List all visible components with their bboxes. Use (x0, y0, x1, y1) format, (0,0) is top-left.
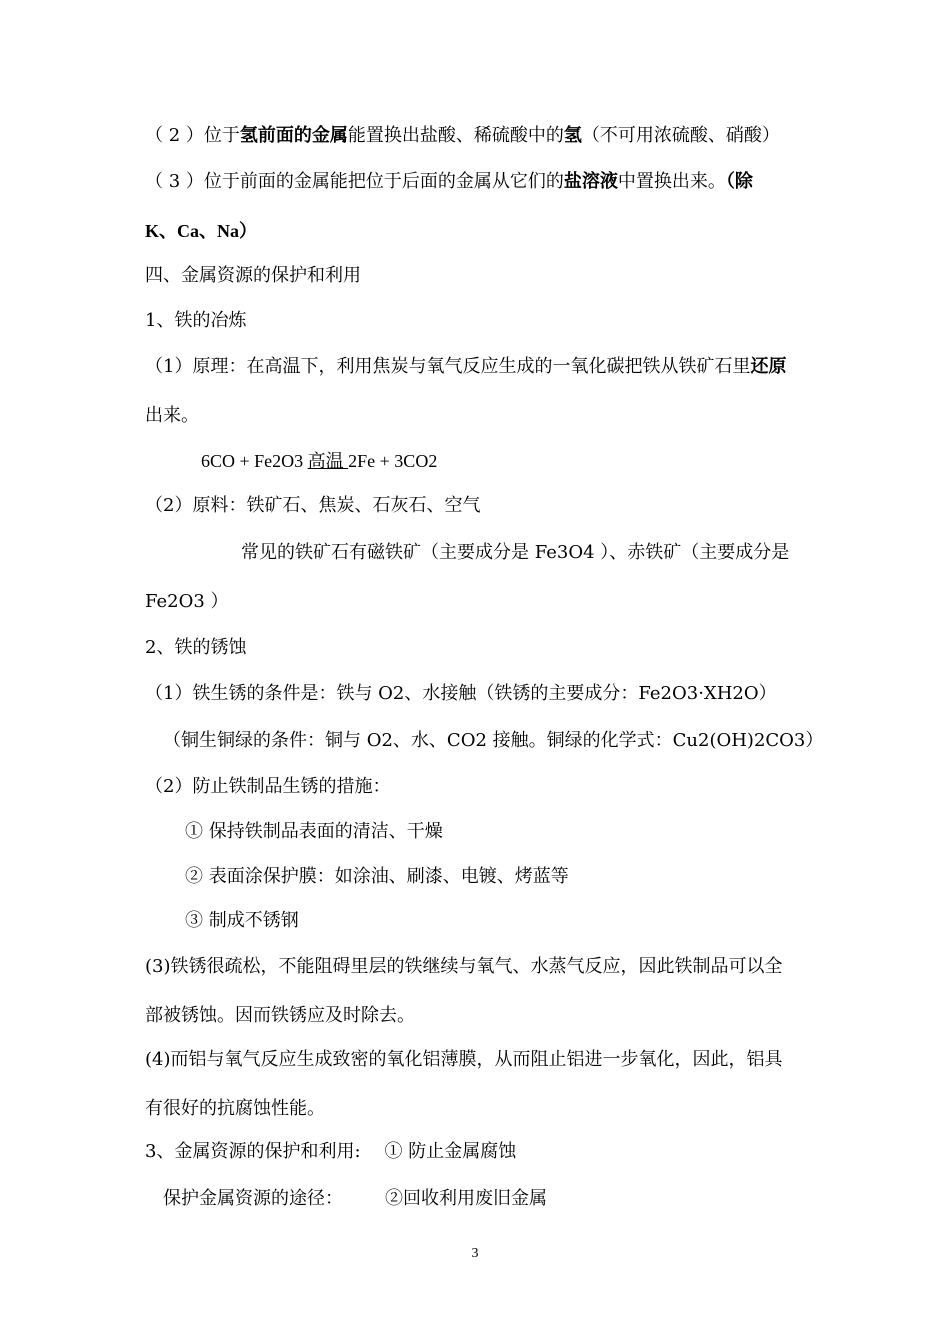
reaction-condition: 高温 (307, 451, 349, 471)
text-line: K、Ca、Na） (145, 221, 257, 241)
text-run: 中置换出来。 (617, 171, 726, 192)
list-item: ① 防止金属腐蚀 (384, 1141, 517, 1162)
text-line (163, 1187, 547, 1211)
chemical-equation (201, 449, 437, 473)
text-run: 3、金属资源的保护和利用: (145, 1141, 361, 1162)
text-run: 能置换出盐酸、稀硫酸中的 (347, 125, 564, 146)
list-item: ① 保持铁制品表面的清洁、干燥 (185, 821, 443, 842)
text-line (145, 1140, 516, 1164)
list-item: ②回收利用废旧金属 (385, 1188, 547, 1209)
section-heading: 四、金属资源的保护和利用 (145, 265, 361, 286)
text-run: （1）原理：在高温下，利用焦炭与氧气反应生成的一氧化碳把铁从铁矿石里 (145, 356, 751, 377)
text-line: 部被锈蚀。因而铁锈应及时除去。 (145, 1005, 415, 1026)
text-run: （不可用浓硫酸、硝酸） (581, 125, 780, 146)
text-run: （ 2 ）位于 (145, 125, 240, 146)
bold-text: 还原 (750, 356, 787, 377)
text-line: 有很好的抗腐蚀性能。 (145, 1098, 325, 1119)
text-run: 6CO + Fe2O3 (201, 451, 308, 471)
text-line: (3)铁锈很疏松，不能阻碍里层的铁继续与氧气、水蒸气反应，因此铁制品可以全 (145, 956, 783, 977)
text-line: (4)而铝与氧气反应生成致密的氧化铝薄膜，从而阻止铝进一步氧化，因此，铝具 (145, 1049, 783, 1070)
text-line: 出来。 (145, 405, 199, 426)
bold-text: 氢 (563, 125, 582, 146)
page-number: 3 (471, 1246, 479, 1261)
bold-text: 氢前面的金属 (239, 125, 348, 146)
bold-text: （除 (725, 171, 753, 192)
text-line: （1）铁生锈的条件是：铁与 O2、水接触（铁锈的主要成分：Fe2O3·XH2O） (145, 683, 777, 704)
text-run: （ 3 ）位于前面的金属能把位于后面的金属从它们的 (145, 171, 564, 192)
text-line (145, 124, 780, 148)
list-item: ③ 制成不锈钢 (185, 910, 299, 931)
text-line (145, 170, 753, 194)
bold-text: 盐溶液 (563, 171, 618, 192)
text-line: （2）原料：铁矿石、焦炭、石灰石、空气 (145, 495, 481, 516)
text-line: 常见的铁矿石有磁铁矿（主要成分是 Fe3O4 ）、赤铁矿（主要成分是 (241, 542, 790, 563)
subsection-heading: 2、铁的锈蚀 (145, 637, 247, 658)
list-item: ② 表面涂保护膜：如涂油、刷漆、电镀、烤蓝等 (185, 866, 569, 887)
subsection-heading: 1、铁的冶炼 (145, 310, 247, 331)
text-run: 2Fe + 3CO2 (348, 451, 438, 471)
text-line (145, 355, 786, 379)
text-line: Fe2O3 ） (145, 591, 229, 612)
text-line: （铜生铜绿的条件：铜与 O2、水、CO2 接触。铜绿的化学式：Cu2(OH)2CO3） (163, 730, 824, 751)
text-line: （2）防止铁制品生锈的措施： (145, 776, 391, 797)
text-run: 保护金属资源的途径： (163, 1188, 343, 1209)
